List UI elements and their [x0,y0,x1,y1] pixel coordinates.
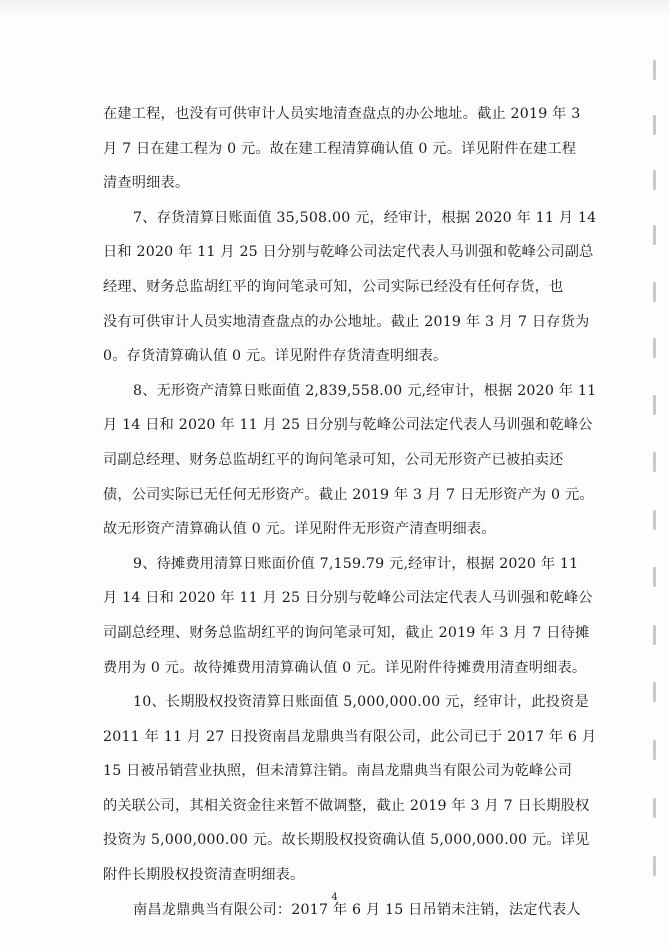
text-line: 2011 年 11 月 27 日投资南昌龙鼎典当有限公司，此公司已于 2017 年 6 月 [103,728,597,745]
binding-mark [653,338,656,358]
text-line: 8、无形资产清算日账面值 2,839,558.00 元,经审计，根据 2020 年 11 [133,382,597,399]
binding-mark [653,682,656,702]
text-line: 的关联公司，其相关资金往来暂不做调整，截止 2019 年 3 月 7 日长期股权 [103,797,590,814]
text-line: 在建工程，也没有可供审计人员实地清查盘点的办公地址。截止 2019 年 3 [103,106,581,122]
text-line: 债，公司实际已无任何无形资产。截止 2019 年 3 月 7 日无形资产为 0 元。 [103,486,594,503]
binding-mark [653,395,656,415]
text-line: 月 7 日在建工程为 0 元。故在建工程清算确认值 0 元。详见附件在建工程 [103,140,577,157]
text-line: 7、存货清算日账面值 35,508.00 元，经审计，根据 2020 年 11 月 14 [133,209,597,226]
binding-mark [653,798,656,818]
binding-mark [653,452,656,472]
text-line: 没有可供审计人员实地清查盘点的办公地址。截止 2019 年 3 月 7 日存货为 [103,313,590,330]
text-line: 司副总经理、财务总监胡红平的询问笔录可知，截止 2019 年 3 月 7 日待摊 [103,624,590,641]
text-line: 投资为 5,000,000.00 元。故长期股权投资确认值 5,000,000.00 元。详见 [103,832,590,849]
text-line: 清查明细表。 [103,175,190,192]
text-line: 月 14 日和 2020 年 11 月 25 日分别与乾峰公司法定代表人马训强和乾峰公 [103,417,593,434]
text-line: 10、长期股权投资清算日账面值 5,000,000.00 元，经审计，此投资是 [133,694,589,711]
binding-mark [653,282,656,302]
text-line: 0。存货清算确认值 0 元。详见附件存货清查明细表。 [103,348,448,365]
text-line: 月 14 日和 2020 年 11 月 25 日分别与乾峰公司法定代表人马训强和乾峰公 [103,590,593,607]
scan-shadow [0,0,669,18]
text-line: 司副总经理、财务总监胡红平的询问笔录可知，公司无形资产已被拍卖还 [103,451,564,468]
text-line: 附件长期股权投资清查明细表。 [103,867,305,884]
binding-mark [653,740,656,760]
binding-mark [653,856,656,876]
text-line: 费用为 0 元。故待摊费用清算确认值 0 元。详见附件待摊费用清查明细表。 [103,659,587,676]
text-line: 故无形资产清算确认值 0 元。详见附件无形资产清查明细表。 [103,521,496,538]
document-body [103,97,615,927]
binding-marks [649,20,663,920]
binding-mark [653,170,656,190]
page-number: 4 [331,892,338,903]
text-line: 经理、财务总监胡红平的询问笔录可知，公司实际已经没有任何存货，也 [103,278,564,295]
text-line: 15 日被吊销营业执照，但未清算注销。南昌龙鼎典当有限公司为乾峰公司 [103,763,573,780]
binding-mark [653,115,656,135]
binding-mark [653,567,656,587]
text-line: 南昌龙鼎典当有限公司：2017 年 6 月 15 日吊销未注销，法定代表人 [133,901,581,918]
text-line: 9、待摊费用清算日账面价值 7,159.79 元,经审计，根据 2020 年 11 [133,555,579,572]
binding-mark [653,625,656,645]
binding-mark [653,60,656,80]
binding-mark [653,510,656,530]
binding-mark [653,225,656,245]
text-line: 日和 2020 年 11 月 25 日分别与乾峰公司法定代表人马训强和乾峰公司副总 [103,244,594,261]
